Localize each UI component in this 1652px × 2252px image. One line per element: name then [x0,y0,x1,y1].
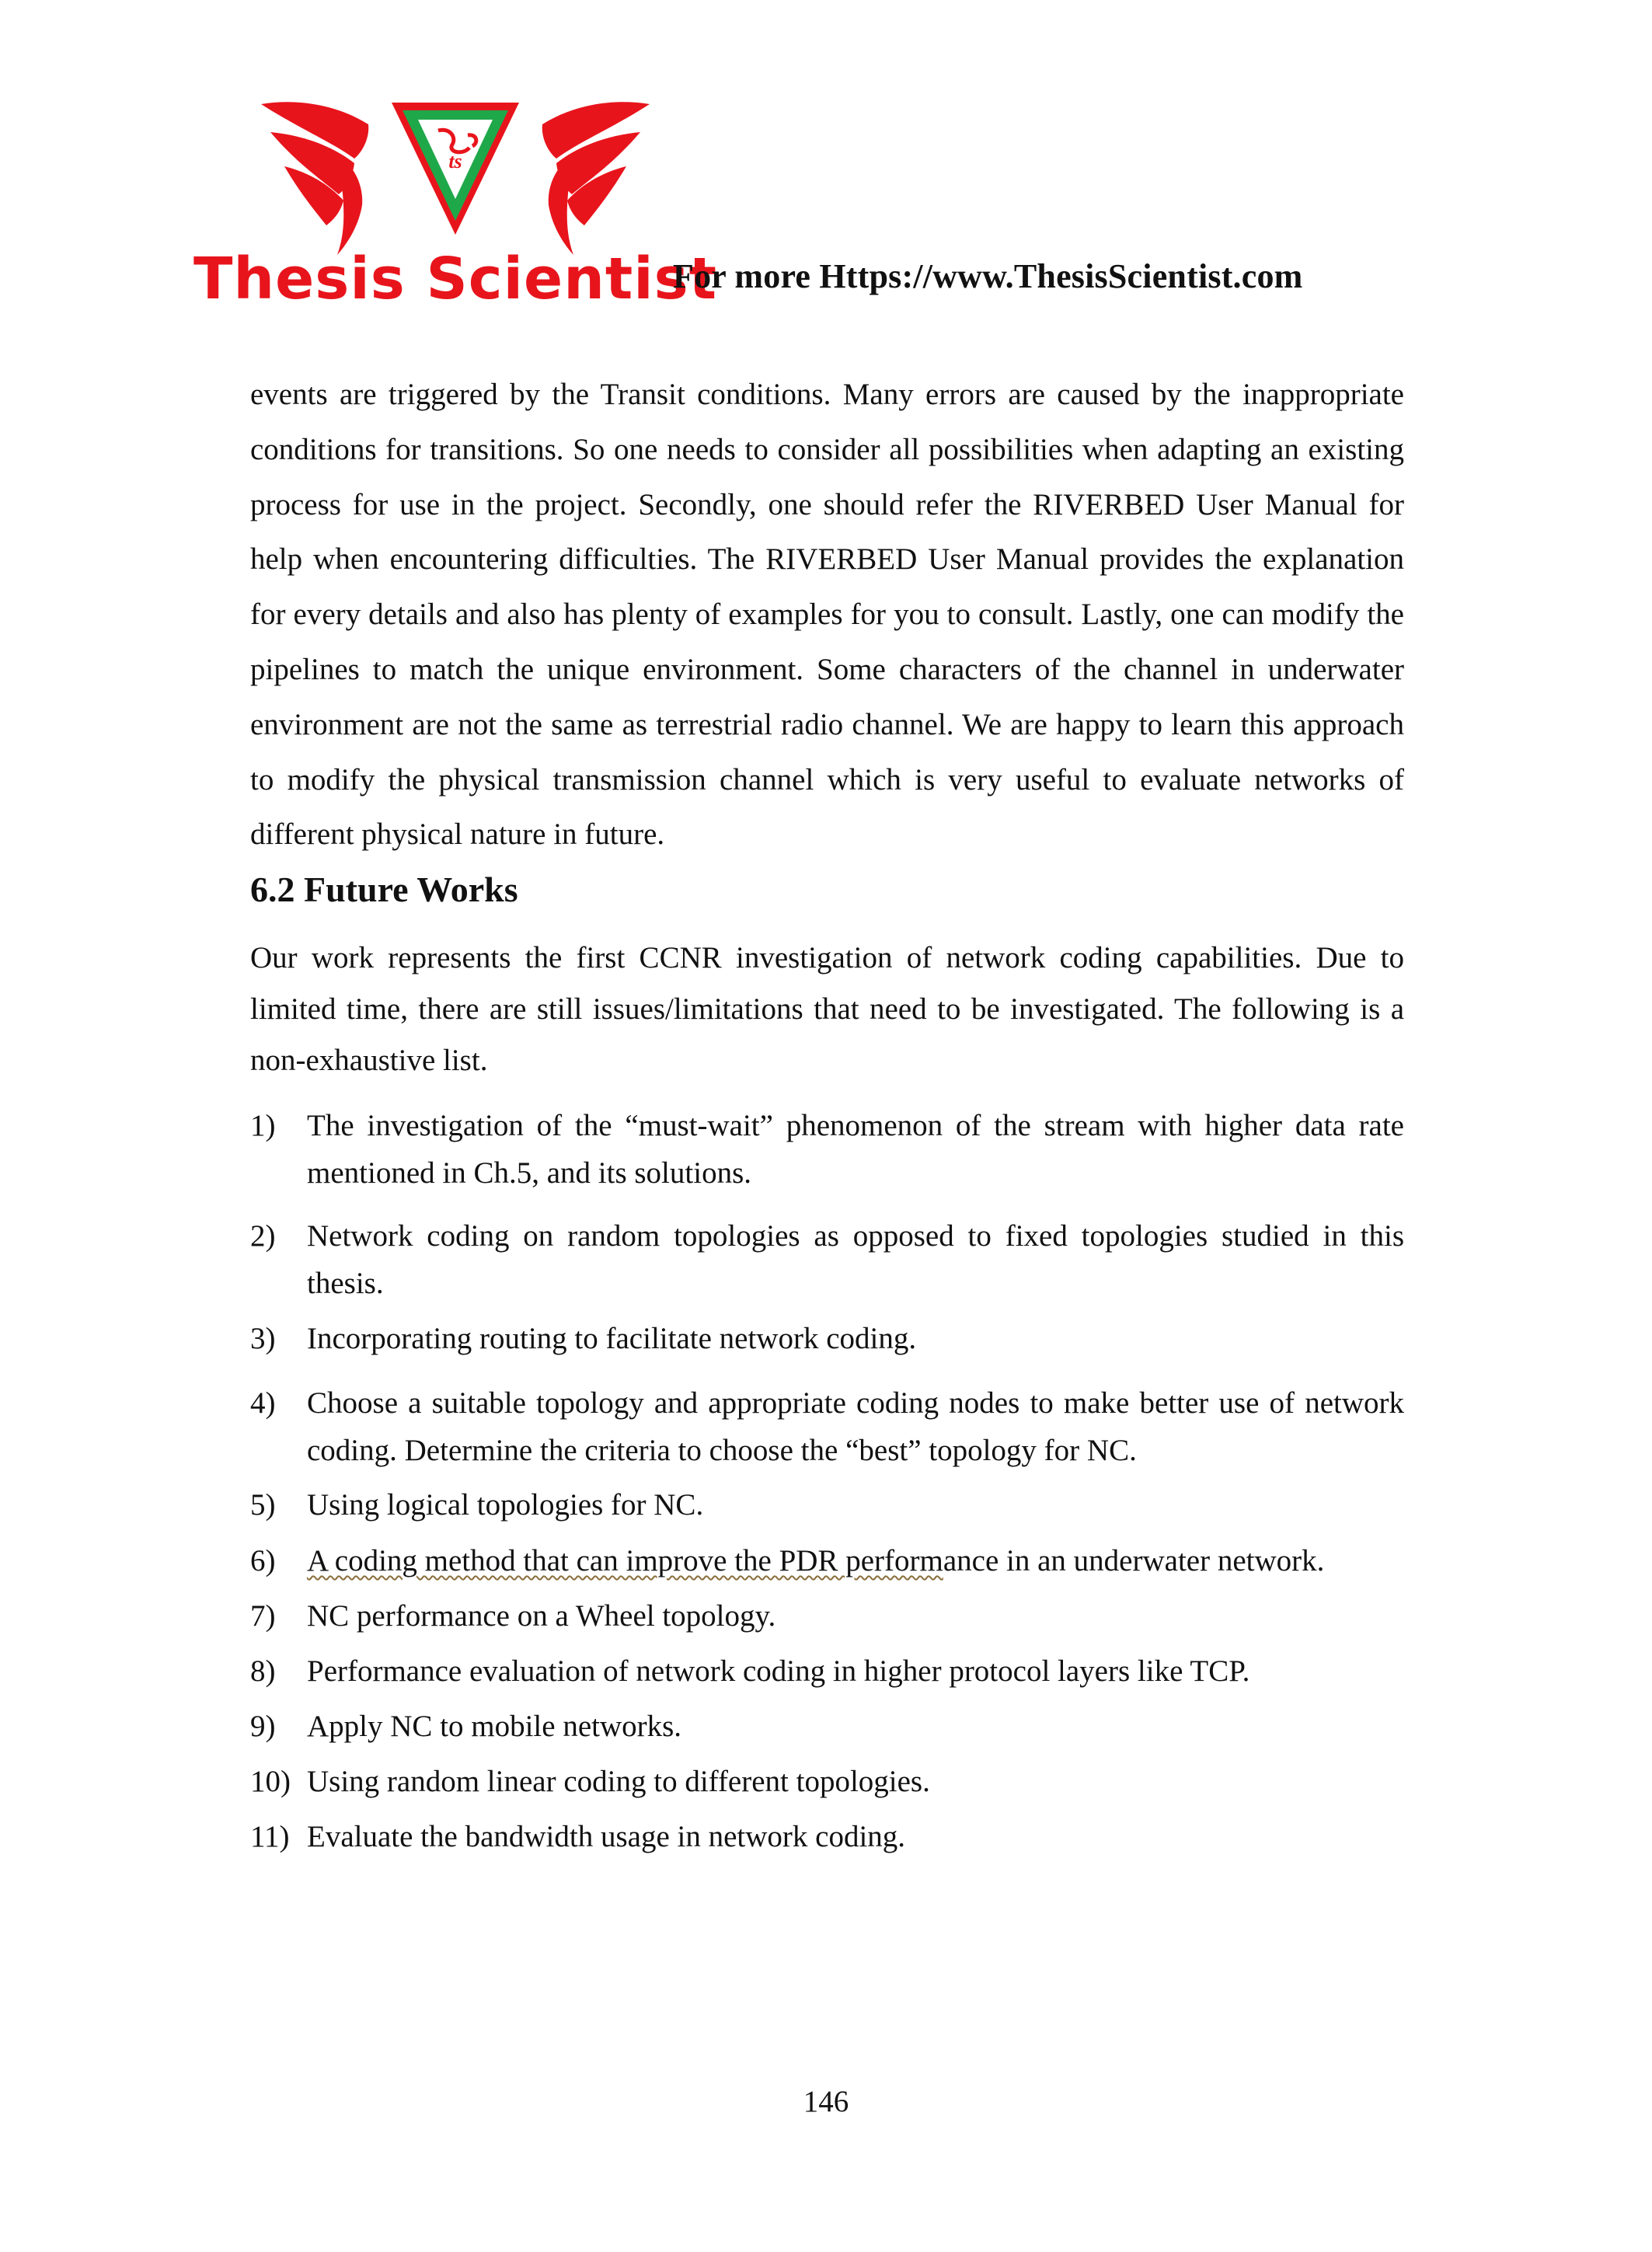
section-intro: Our work represents the first CCNR investigation of network coding capabilities. Due to limited time, there are still issues/limitations that need to be investigated. The following is a non-exhaustive list. [250,941,1404,1077]
list-item [250,1647,1404,1695]
list-item-number: 5) [250,1488,276,1522]
list-item [250,1592,1404,1640]
list-item-text: Using logical topologies for NC. [307,1488,704,1522]
list-item-text: The investigation of the “must-wait” phenomenon of the stream with higher data rate mentioned in Ch.5, and its solutions. [307,1109,1404,1190]
spellcheck-underlined-text: A coding method that can improve the PDR perform [307,1544,943,1577]
page-number: 146 [803,2085,849,2118]
list-item-text-rest: ance in an underwater network. [943,1544,1325,1577]
list-item-number: 8) [250,1654,276,1688]
list-item-text: Choose a suitable topology and appropriate coding nodes to make better use of network coding. Determine the criteria to choose the “best” topology for NC. [307,1386,1404,1467]
list-item-number: 2) [250,1219,276,1253]
list-item-number: 7) [250,1599,276,1633]
list-item-text: Apply NC to mobile networks. [307,1710,682,1743]
list-item [250,1102,1404,1197]
list-item [250,1481,1404,1529]
list-item-number: 11) [250,1820,290,1853]
list-item [250,1813,1404,1860]
list-item [250,1212,1404,1307]
list-item-number: 9) [250,1710,276,1743]
list-item [250,1758,1404,1805]
logo-wordmark: Thesis Scientist [193,246,718,312]
list-item-text: Incorporating routing to facilitate network coding. [307,1322,917,1355]
list-item [250,1703,1404,1750]
thesis-scientist-logo [193,92,718,312]
body-paragraph: events are triggered by the Transit conditions. Many errors are caused by the inappropriate conditions for transitions. So one needs to consider all possibilities when adapting an existing process for use in the project. Secondly, one should refer the RIVERBED User Manual for help when encountering difficulties. The RIVERBED User Manual provides the explanation for every details and also has plenty of examples for you to consult. Lastly, one can modify the pipelines to match the unique environment. Some characters of the channel in underwater environment are not the same as terrestrial radio channel. We are happy to learn this approach to modify the physical transmission channel which is very useful to evaluate networks of different physical nature in future. [250,378,1404,852]
section-heading: 6.2 Future Works [250,870,518,909]
list-item-text: Performance evaluation of network coding in higher protocol layers like TCP. [307,1654,1250,1688]
left-wing-icon [261,102,368,255]
list-item-number: 10) [250,1765,291,1798]
list-item-text: Using random linear coding to different topologies. [307,1765,930,1798]
list-item-text: NC performance on a Wheel topology. [307,1599,776,1633]
logo-monogram: ts [448,150,462,173]
right-wing-icon [542,102,650,255]
list-item-number: 4) [250,1386,276,1420]
list-item-number: 6) [250,1544,276,1577]
list-item [250,1379,1404,1474]
list-item-number: 3) [250,1322,276,1355]
list-item-text [307,1537,1404,1584]
triangle-emblem-icon [392,103,519,235]
list-item-number: 1) [250,1109,276,1142]
header-website-link[interactable]: For more Https://www.ThesisScientist.com [673,257,1303,295]
list-item [250,1315,1404,1362]
list-item-text: Network coding on random topologies as opposed to fixed topologies studied in this thesis. [307,1219,1404,1300]
list-item-text: Evaluate the bandwidth usage in network coding. [307,1820,906,1853]
list-item [250,1537,1404,1584]
